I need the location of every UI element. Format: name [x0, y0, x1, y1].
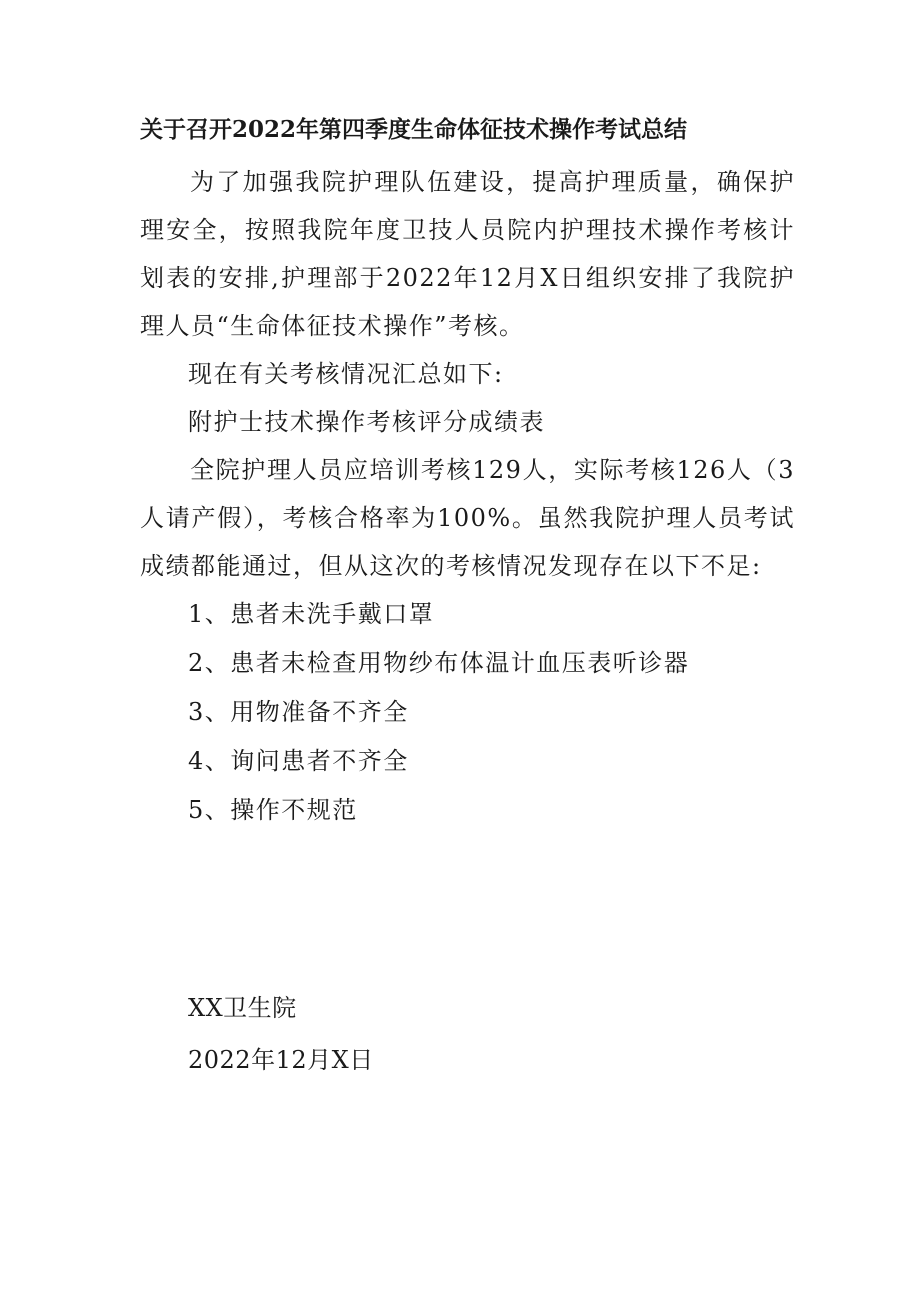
- issue-item-3: 3、用物准备不齐全: [188, 698, 409, 726]
- summary-line: 现在有关考核情况汇总如下:: [188, 360, 504, 388]
- attachment-line: 附护士技术操作考核评分成绩表: [188, 408, 545, 436]
- document-title: 关于召开2022年第四季度生命体征技术操作考试总结: [140, 116, 688, 143]
- issue-item-4: 4、询问患者不齐全: [188, 747, 409, 775]
- issue-item-2: 2、患者未检查用物纱布体温计血压表听诊器: [188, 649, 690, 677]
- signature-date: 2022年12月X日: [188, 1046, 374, 1074]
- signature-organization: XX卫生院: [188, 994, 297, 1022]
- stats-paragraph: 全院护理人员应培训考核129人，实际考核126人（3人请产假），考核合格率为100%。虽然我院护理人员考试成绩都能通过，但从这次的考核情况发现存在以下不足:: [140, 456, 795, 580]
- intro-paragraph: 为了加强我院护理队伍建设，提高护理质量，确保护理安全，按照我院年度卫技人员院内护理技术操作考核计划表的安排,护理部于2022年12月X日组织安排了我院护理人员“生命体征技术操作”考核。: [140, 168, 795, 340]
- issue-item-5: 5、操作不规范: [188, 796, 358, 824]
- issue-item-1: 1、患者未洗手戴口罩: [188, 600, 435, 628]
